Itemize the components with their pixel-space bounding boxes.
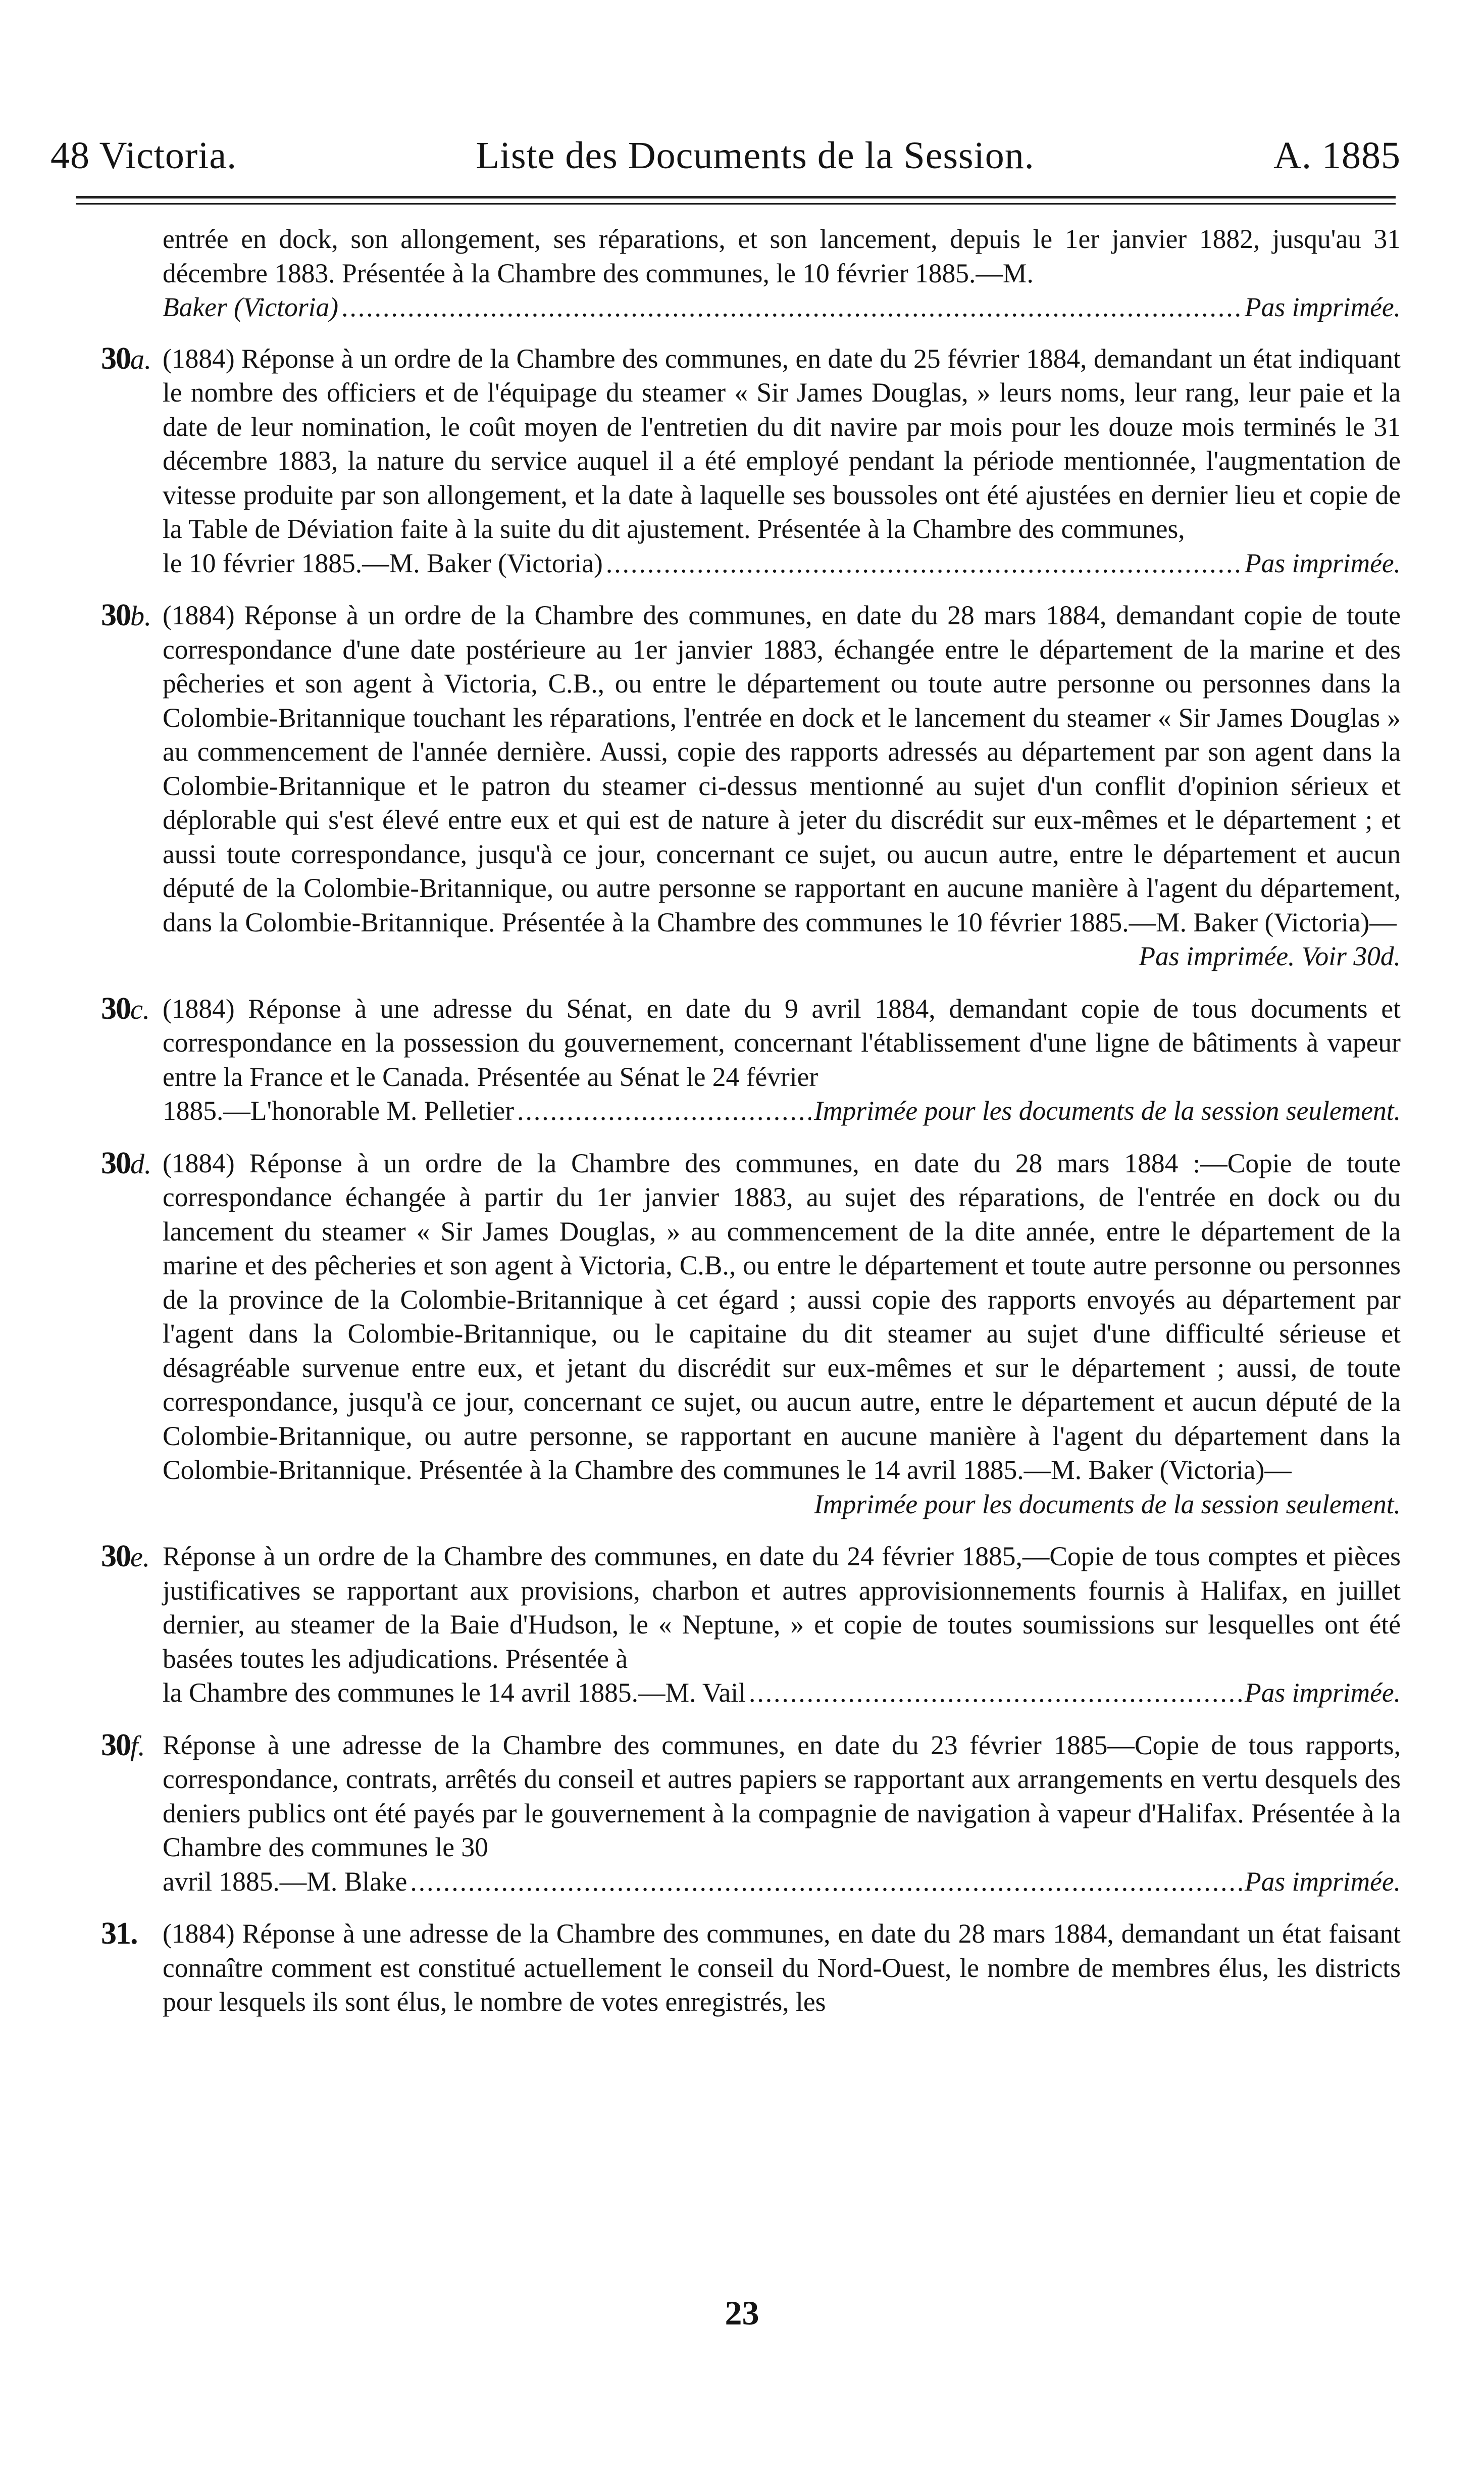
entry-text: (1884) Réponse à un ordre de la Chambre des communes, en date du 28 mars 1884, demandant copie de toute correspondance d'une date postérieure au 1er janvier 1883, échangée entre le département de la marine et des pêcheries et son agent à Victoria, C.B., ou entre le département ou toute autre personne ou personnes dans la Colombie-Britannique touchant les réparations, l'entrée en dock et le lancement du steamer « Sir James Douglas » au commencement de l'année dernière. Aussi, copie des rapports adressés au département par son agent dans la Colombie-Britannique et le patron du steamer ci-dessus mentionné au sujet d'un conflit d'opinion sérieux et déplorable qui s'est élevé entre eux et qui est de nature à jeter du discrédit sur eux-mêmes et le département ; et aussi toute correspondance, jusqu'à ce jour, concernant ce sujet, ou aucun autre, entre le département et aucun député de la Colombie-Britannique, ou autre personne se rapportant en aucune manière à l'agent du département, dans la Colombie-Britannique. Présentée à la Chambre des communes le 10 février 1885.—M. Baker (Victoria)— xyxy=(163,600,1401,937)
entry-leader-line xyxy=(163,290,1401,325)
entry-status: Pas imprimée. xyxy=(1244,292,1401,322)
entry-text: (1884) Réponse à un ordre de la Chambre des communes, en date du 28 mars 1884 :—Copie de toute correspondance échangée à partir du 1er janvier 1883, au sujet des réparations, de l'entrée en dock ou du lancement du steamer « Sir James Douglas, » au commencement de la dite année, entre le département de la marine et des pêcheries et son agent à Victoria, C.B., ou entre le département et toute autre personne ou personnes de la province de la Colombie-Britannique à cet égard ; aussi copie des rapports envoyés au département par l'agent dans la Colombie-Britannique, ou le capitaine du dit steamer au sujet d'une difficulté sérieuse et désagréable survenue entre eux, et jetant du discrédit sur eux-mêmes et sur le département ; aussi, de toute correspondance, jusqu'à ce jour, concernant ce sujet, ou aucun autre, entre le département et aucun député de la Colombie-Britannique, ou autre personne, se rapportant en aucune manière à l'agent du département dans la Colombie-Britannique. Présentée à la Chambre des communes le 14 avril 1885.—M. Baker (Victoria)— xyxy=(163,1148,1401,1485)
leader-dots xyxy=(517,1094,811,1128)
entry-30b xyxy=(50,599,1401,974)
leader-dots xyxy=(341,290,1242,325)
entry-number: 30c. xyxy=(101,991,150,1026)
document-list xyxy=(50,222,1401,2019)
entry-text: Réponse à un ordre de la Chambre des communes, en date du 24 février 1885,—Copie de tous comptes et pièces justificatives se rapportant aux provisions, charbon et autres approvisionnements fournis à Halifax, en juillet dernier, au steamer de la Baie d'Hudson, le « Neptune, » et copie de toutes soumissions sur lesquelles ont été basées toutes les adjudications. Présentée à xyxy=(163,1541,1401,1674)
entry-text: entrée en dock, son allongement, ses réparations, et son lancement, depuis le 1er janvier 1882, jusqu'au 31 décembre 1883. Présentée à la Chambre des communes, le 10 février 1885.—M. xyxy=(163,224,1401,288)
entry-30f xyxy=(50,1728,1401,1899)
entry-status: Pas imprimée. xyxy=(1244,1866,1401,1897)
entry-30a xyxy=(50,342,1401,581)
entry-leader-line xyxy=(163,1094,1401,1128)
header-left: 48 Victoria. xyxy=(50,134,237,177)
header-rule xyxy=(76,196,1396,205)
entry-status: Imprimée pour les documents de la session seulement. xyxy=(814,1489,1401,1519)
entry-continuation xyxy=(50,222,1401,325)
leader-dots xyxy=(606,547,1242,581)
entry-30c xyxy=(50,992,1401,1128)
entry-lastline: la Chambre des communes le 14 avril 1885.—M. Vail xyxy=(163,1677,746,1708)
entry-31 xyxy=(50,1917,1401,2019)
entry-number: 31. xyxy=(101,1916,137,1951)
entry-status: Pas imprimée. xyxy=(1244,1677,1401,1708)
entry-status: Imprimée pour les documents de la session seulement. xyxy=(814,1096,1401,1126)
running-header xyxy=(50,136,1401,175)
entry-text: (1884) Réponse à une adresse du Sénat, en date du 9 avril 1884, demandant copie de tous documents et correspondance en la possession du gouvernement, concernant l'établissement d'une ligne de bâtiments à vapeur entre la France et le Canada. Présentée au Sénat le 24 février xyxy=(163,993,1401,1092)
entry-leader-line xyxy=(163,1676,1401,1710)
entry-text: (1884) Réponse à une adresse de la Chambre des communes, en date du 28 mars 1884, demandant un état faisant connaître comment est constitué actuellement le conseil du Nord-Ouest, le nombre de membres élus, les districts pour lesquels ils sont élus, le nombre de votes enregistrés, les xyxy=(163,1918,1401,2017)
entry-number: 30a. xyxy=(101,341,151,376)
entry-number: 30d. xyxy=(101,1146,151,1180)
entry-lastline: avril 1885.—M. Blake xyxy=(163,1866,407,1897)
leader-dots xyxy=(749,1676,1242,1710)
entry-number: 30e. xyxy=(101,1539,150,1573)
entry-status: Pas imprimée. Voir 30d. xyxy=(1139,941,1401,971)
entry-30e xyxy=(50,1540,1401,1710)
entry-number: 30f. xyxy=(101,1727,145,1762)
entry-leader-line xyxy=(163,547,1401,581)
entry-30d xyxy=(50,1147,1401,1522)
entry-number: 30b. xyxy=(101,598,151,632)
header-title: Liste des Documents de la Session. xyxy=(476,134,1035,177)
page-number: 23 xyxy=(725,2294,759,2332)
entry-lastline: le 10 février 1885.—M. Baker (Victoria) xyxy=(163,548,603,578)
leader-dots xyxy=(410,1865,1242,1899)
entry-status: Pas imprimée. xyxy=(1244,548,1401,578)
entry-text: Réponse à une adresse de la Chambre des communes, en date du 23 février 1885—Copie de tous rapports, correspondance, contrats, arrêtés du conseil et autres papiers se rapportant aux arrangements en vertu desquels des deniers publics ont été payés par le gouvernement à la compagnie de navigation à vapeur d'Halifax. Présentée à la Chambre des communes le 30 xyxy=(163,1729,1401,1862)
entry-mover: Baker (Victoria) xyxy=(163,292,339,322)
entry-leader-line xyxy=(163,1865,1401,1899)
entry-lastline: 1885.—L'honorable M. Pelletier xyxy=(163,1096,515,1126)
header-right: A. 1885 xyxy=(1273,134,1401,177)
entry-text: (1884) Réponse à un ordre de la Chambre des communes, en date du 25 février 1884, demandant un état indiquant le nombre des officiers et de l'équipage du steamer « Sir James Douglas, » leurs noms, leur rang, leur paie et la date de leur nomination, le coût moyen de l'entretien du dit navire par mois pour les douze mois terminés le 31 décembre 1883, la nature du service auquel il a été employé pendant la période mentionnée, l'augmentation de vitesse produite par son allongement, et la date à laquelle ses boussoles ont été ajustées en dernier lieu et copie de la Table de Déviation faite à la suite du dit ajustement. Présentée à la Chambre des communes, xyxy=(163,343,1401,544)
